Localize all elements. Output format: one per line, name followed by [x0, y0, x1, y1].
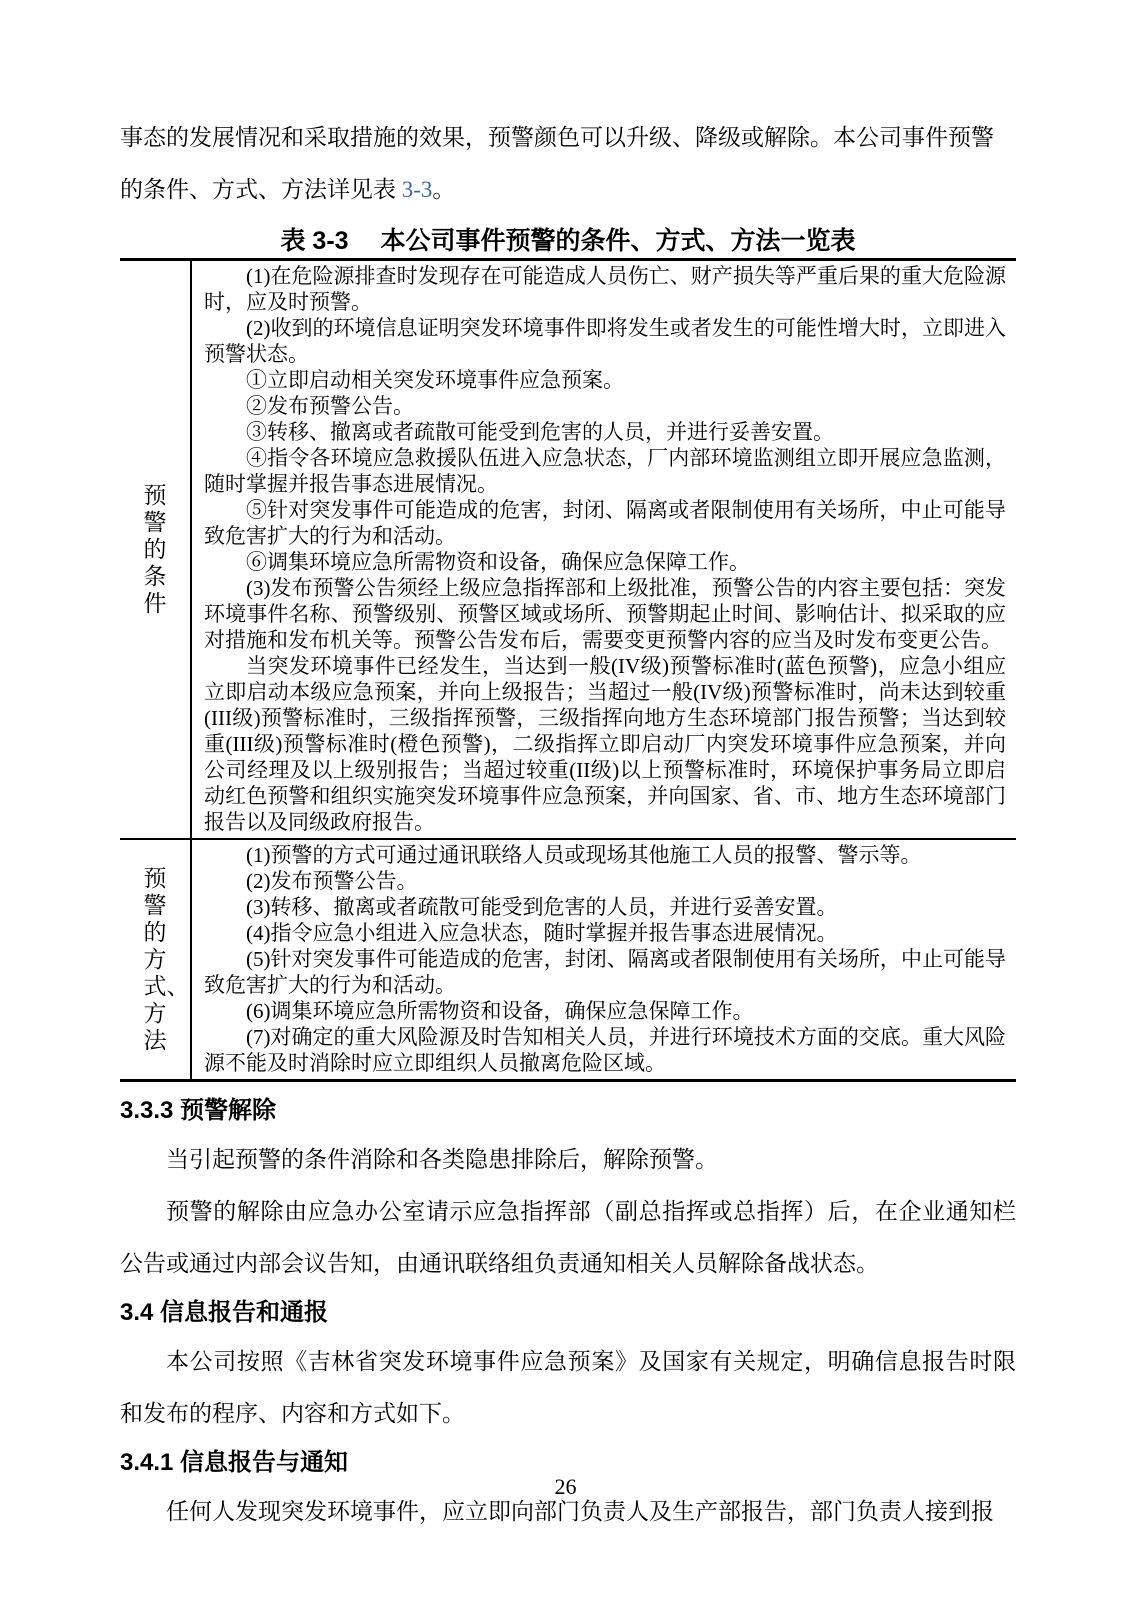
- row-header-text: 预警的条件: [143, 483, 167, 616]
- warning-table: [120, 258, 1016, 1082]
- row-content-cell-methods: [192, 840, 1016, 1079]
- row-header-cell-methods: [120, 840, 192, 1079]
- table-item: (5)针对突发事件可能造成的危害，封闭、隔离或者限制使用有关场所，中止可能导致危害扩大的行为和活动。: [204, 947, 1006, 997]
- intro-line-2-end: 。: [432, 177, 456, 202]
- intro-paragraph: [120, 112, 1016, 216]
- section-heading-3-4: 3.4 信息报告和通报: [120, 1299, 329, 1326]
- table-item: (6)调集环境应急所需物资和设备，确保应急保障工作。: [246, 999, 754, 1023]
- table-item: (4)指令应急小组进入应急状态，随时掌握并报告事态进展情况。: [246, 921, 838, 945]
- table-item: (2)收到的环境信息证明突发环境事件即将发生或者发生的可能性增大时，立即进入预警状态。: [204, 316, 1006, 366]
- table-item: ④指令各环境应急救援队伍进入应急状态，厂内部环境监测组立即开展应急监测，随时掌握并报告事态进展情况。: [204, 446, 1006, 496]
- intro-line-2-text: 的条件、方式、方法详见表: [120, 177, 402, 202]
- table-item: 当突发环境事件已经发生，当达到一般(IV级)预警标准时(蓝色预警)，应急小组应立即启动本级应急预案，并向上级报告；当超过一般(IV级)预警标准时，尚未达到较重(III级)预警标准时，三级指挥预警，三级指挥向地方生态环境部门报告预警；当达到较重(III级)预警标准时(橙色预警)，二级指挥立即启动厂内突发环境事件应急预案，并向公司经理及以上级别报告；当超过较重(II级)以上预警标准时，环境保护事务局立即启动红色预警和组织实施突发环境事件应急预案，并向国家、省、市、地方生态环境部门报告以及同级政府报告。: [204, 654, 1006, 834]
- table-item: ①立即启动相关突发环境事件应急预案。: [246, 368, 624, 392]
- paragraph: 任何人发现突发环境事件，应立即向部门负责人及生产部报告，部门负责人接到报: [166, 1499, 994, 1524]
- table-item: (2)发布预警公告。: [246, 869, 418, 893]
- page-number: 26: [554, 1474, 577, 1499]
- table-row-methods: [120, 840, 1016, 1079]
- table-item: (7)对确定的重大风险源及时告知相关人员，并进行环境技术方面的交底。重大风险源不能及时消除时应立即组织人员撤离危险区域。: [204, 1025, 1006, 1075]
- table-reference-link[interactable]: 3-3: [401, 177, 433, 202]
- section-heading-3-4-1: 3.4.1 信息报告与通知: [120, 1449, 349, 1476]
- table-item: ⑤针对突发事件可能造成的危害，封闭、隔离或者限制使用有关场所，中止可能导致危害扩大的行为和活动。: [204, 498, 1006, 548]
- table-item: ⑥调集环境应急所需物资和设备，确保应急保障工作。: [246, 550, 750, 574]
- table-item: (1)在危险源排查时发现存在可能造成人员伤亡、财产损失等严重后果的重大危险源时，应及时预警。: [204, 264, 1006, 314]
- paragraph: 预警的解除由应急办公室请示应急指挥部（副总指挥或总指挥）后，在企业通知栏公告或通过内部会议告知，由通讯联络组负责通知相关人员解除备战状态。: [120, 1199, 1016, 1276]
- table-item: (3)转移、撤离或者疏散可能受到危害的人员，并进行妥善安置。: [246, 895, 838, 919]
- intro-line-2: [120, 164, 1016, 216]
- paragraph: 当引起预警的条件消除和各类隐患排除后，解除预警。: [166, 1147, 718, 1172]
- table-title: 表 3-3 本公司事件预警的条件、方式、方法一览表: [280, 227, 856, 255]
- table-row-conditions: [120, 261, 1016, 840]
- table-item: (1)预警的方式可通过通讯联络人员或现场其他施工人员的报警、警示等。: [246, 843, 922, 867]
- table-item: ③转移、撤离或者疏散可能受到危害的人员，并进行妥善安置。: [246, 420, 834, 444]
- paragraph: 本公司按照《吉林省突发环境事件应急预案》及国家有关规定，明确信息报告时限和发布的程序、内容和方式如下。: [120, 1349, 1016, 1426]
- section-heading-3-3-3: 3.3.3 预警解除: [120, 1097, 277, 1124]
- table-item: (3)发布预警公告须经上级应急指挥部和上级批准，预警公告的内容主要包括：突发环境事件名称、预警级别、预警区域或场所、预警期起止时间、影响估计、拟采取的应对措施和发布机关等。预警公告发布后，需要变更预警内容的应当及时发布变更公告。: [204, 576, 1006, 652]
- row-header-cell-conditions: [120, 261, 192, 838]
- row-header-text: 预警的方式、方法: [143, 866, 190, 1053]
- intro-line-1: 事态的发展情况和采取措施的效果，预警颜色可以升级、降级或解除。本公司事件预警: [120, 125, 994, 150]
- table-item: ②发布预警公告。: [246, 394, 414, 418]
- row-content-cell-conditions: [192, 261, 1016, 838]
